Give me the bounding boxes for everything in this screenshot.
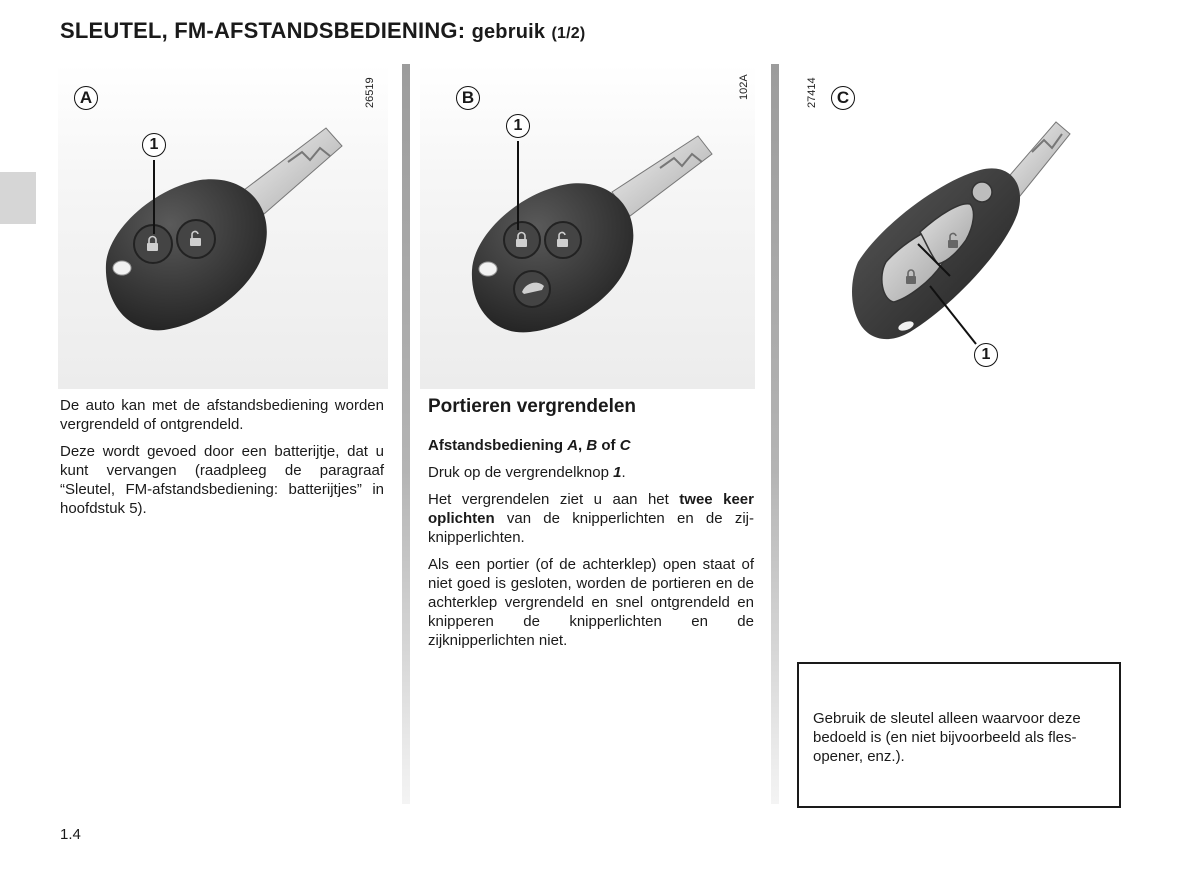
section-title: Portieren vergrendelen — [428, 396, 637, 417]
col2-paragraph-2 — [428, 490, 754, 547]
two-button-remote-key-icon — [58, 64, 388, 389]
p1-ref: 1 — [613, 464, 622, 481]
column-2-text — [428, 436, 754, 658]
figure-code-c: 27414 — [806, 77, 818, 108]
subhead-a: A — [567, 437, 579, 454]
subhead-sep: , — [578, 437, 587, 454]
callout-1-a: 1 — [142, 133, 166, 157]
figure-letter-a: A — [74, 86, 98, 110]
page-title-sub: gebruik — [471, 21, 546, 43]
three-button-remote-key-icon — [420, 64, 755, 389]
column-divider-left — [402, 64, 410, 804]
callout-1-c: 1 — [974, 343, 998, 367]
p2-pre: Het vergrendelen ziet u aan het — [428, 491, 680, 508]
figure-a — [58, 64, 388, 389]
col2-paragraph-1 — [428, 463, 754, 482]
figure-c — [790, 64, 1130, 384]
subhead-b: B — [586, 437, 598, 454]
page-number: 1.4 — [60, 826, 81, 843]
page-title-part: (1/2) — [551, 25, 586, 42]
figure-b — [420, 64, 755, 389]
p1-text: Druk op de vergrendelknop — [428, 464, 614, 481]
page-title-main: SLEUTEL, FM-AFSTANDSBEDIENING: — [60, 18, 466, 43]
note-text: Gebruik de sleutel alleen waarvoor deze bedoeld is (en niet bijvoorbeeld als flesopener, enz.). — [813, 710, 1081, 765]
col2-paragraph-3: Als een portier (of de achterklep) open staat of niet goed is gesloten, worden de portieren en de achterklep vergrendeld en snel ontgrendeld en knipperen de knipperlichten en de zijknipperlichten niet. — [428, 556, 754, 649]
figure-code-b: 102A — [738, 74, 750, 100]
subhead-c: C — [619, 437, 631, 454]
p1-end: . — [621, 464, 626, 481]
column-divider-right — [771, 64, 779, 804]
page-title — [60, 18, 585, 44]
chapter-tab — [0, 172, 36, 224]
note-box — [797, 662, 1121, 808]
figure-letter-b: B — [456, 86, 480, 110]
figure-code-a: 26519 — [364, 77, 376, 108]
col1-paragraph-1: De auto kan met de afstandsbediening worden vergrendeld of ontgrendeld. — [60, 397, 384, 433]
flip-key-remote-icon — [790, 64, 1130, 384]
col1-paragraph-2: Deze wordt gevoed door een batterijtje, dat u kunt vervangen (raadpleeg de paragraaf “Sleutel, FM-afstandsbediening: batterijtjes” in hoofdstuk 5). — [60, 443, 384, 517]
col2-subheading — [428, 436, 754, 455]
p2-post: van de knipperlichten en de zijknipperlichten. — [428, 510, 754, 546]
figure-letter-c: C — [831, 86, 855, 110]
column-1-text — [60, 396, 384, 526]
subhead-or: of — [597, 437, 620, 454]
p2-bold: twee keer oplichten — [428, 491, 754, 527]
subhead-prefix: Afstandsbediening — [428, 437, 568, 454]
callout-1-b: 1 — [506, 114, 530, 138]
